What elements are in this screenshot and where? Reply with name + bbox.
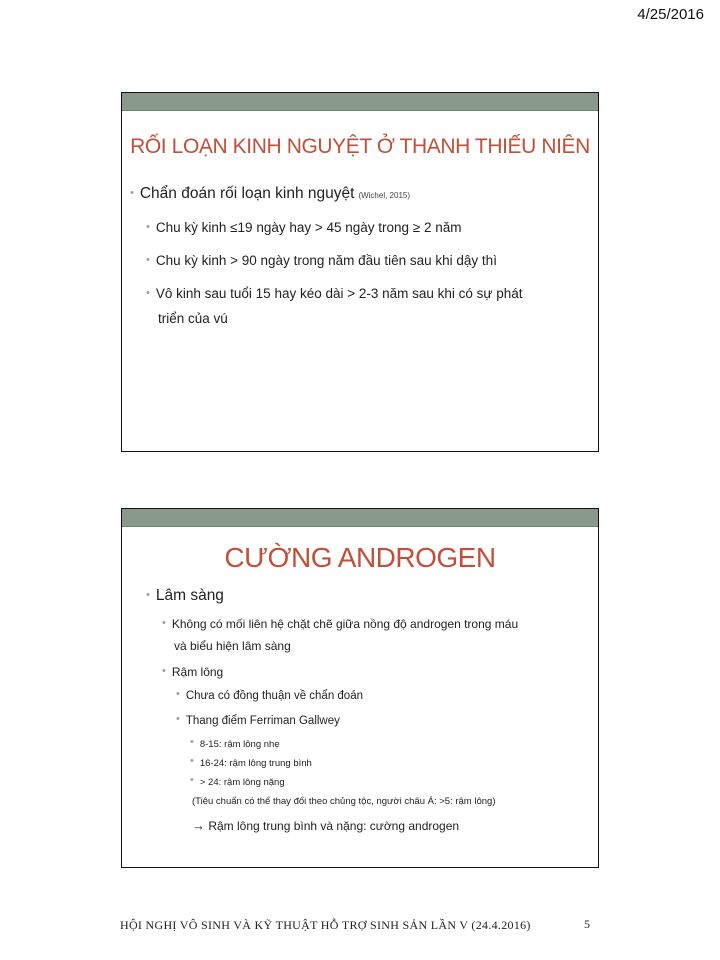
bullet-text: Không có mối liên hệ chặt chẽ giữa nồng độ androgen trong máu — [171, 617, 519, 631]
bullet-text: Chu kỳ kinh ≤19 ngày hay > 45 ngày trong ≥ 2 năm — [155, 220, 462, 235]
bullet-level2 — [146, 220, 462, 235]
bullet-level3 — [176, 690, 363, 702]
bullet-level3 — [176, 715, 340, 727]
bullet-text: 16-24: rậm lông trung bình — [199, 758, 312, 769]
bullet-level4 — [190, 738, 280, 750]
bullet-dot-icon: • — [190, 755, 194, 767]
bullet-text: Vô kinh sau tuổi 15 hay kéo dài > 2-3 năm sau khi có sự phát — [155, 286, 523, 301]
slide-title: CƯỜNG ANDROGEN — [224, 542, 496, 573]
bullet-text: Chu kỳ kinh > 90 ngày trong năm đầu tiên sau khi dậy thì — [155, 253, 497, 268]
bullet-level2 — [146, 286, 523, 301]
bullet-level1 — [146, 587, 224, 605]
slide-header-bar — [122, 509, 598, 527]
bullet-dot-icon: • — [146, 589, 150, 601]
slide-title: RỐI LOẠN KINH NGUYỆT Ở THANH THIẾU NIÊN — [130, 135, 590, 158]
bullet-continuation: triển của vú — [158, 311, 228, 326]
bullet-text: > 24: rậm lông nặng — [199, 777, 285, 788]
bullet-text: 8-15: rậm lông nhẹ — [199, 739, 280, 750]
bullet-dot-icon: • — [146, 254, 150, 266]
bullet-text: Chưa có đồng thuận về chẩn đoán — [185, 690, 363, 702]
bullet-dot-icon: • — [162, 617, 166, 629]
bullet-dot-icon: • — [146, 287, 150, 299]
bullet-text: Lâm sàng — [155, 587, 224, 604]
bullet-level2 — [146, 253, 497, 268]
bullet-dot-icon: • — [190, 736, 194, 748]
right-arrow-icon: → — [192, 818, 205, 833]
page-number: 5 — [584, 917, 590, 931]
bullet-dot-icon: • — [146, 221, 150, 233]
bullet-level2 — [162, 617, 518, 631]
slide-header-bar — [122, 93, 598, 111]
slide-1 — [121, 92, 599, 452]
print-date: 4/25/2016 — [637, 6, 704, 23]
bullet-level4 — [190, 776, 285, 788]
bullet-dot-icon: • — [176, 713, 180, 725]
bullet-level4 — [190, 757, 312, 769]
bullet-text: Thang điểm Ferriman Gallwey — [185, 715, 340, 727]
note-text: (Tiêu chuẩn có thể thay đổi theo chủng tộc, người châu Á: >5: rậm lông) — [192, 796, 496, 807]
bullet-continuation: và biểu hiện lâm sàng — [174, 639, 291, 653]
bullet-dot-icon: • — [162, 665, 166, 677]
bullet-level2 — [162, 665, 223, 679]
bullet-text: Rậm lông — [171, 665, 224, 679]
bullet-dot-icon: • — [130, 187, 134, 199]
bullet-dot-icon: • — [176, 688, 180, 700]
bullet-level1 — [130, 185, 410, 203]
conclusion — [192, 818, 459, 833]
conclusion-text: Rậm lông trung bình và nặng: cường androgen — [208, 819, 460, 833]
bullet-dot-icon: • — [190, 774, 194, 786]
heading-text: Chẩn đoán rối loạn kinh nguyệt — [139, 185, 355, 202]
footer-text: HỘI NGHỊ VÔ SINH VÀ KỸ THUẬT HỖ TRỢ SINH SẢN LẦN V (24.4.2016) — [120, 918, 531, 932]
slide-2 — [121, 508, 599, 868]
citation: (Wichel, 2015) — [358, 191, 411, 200]
